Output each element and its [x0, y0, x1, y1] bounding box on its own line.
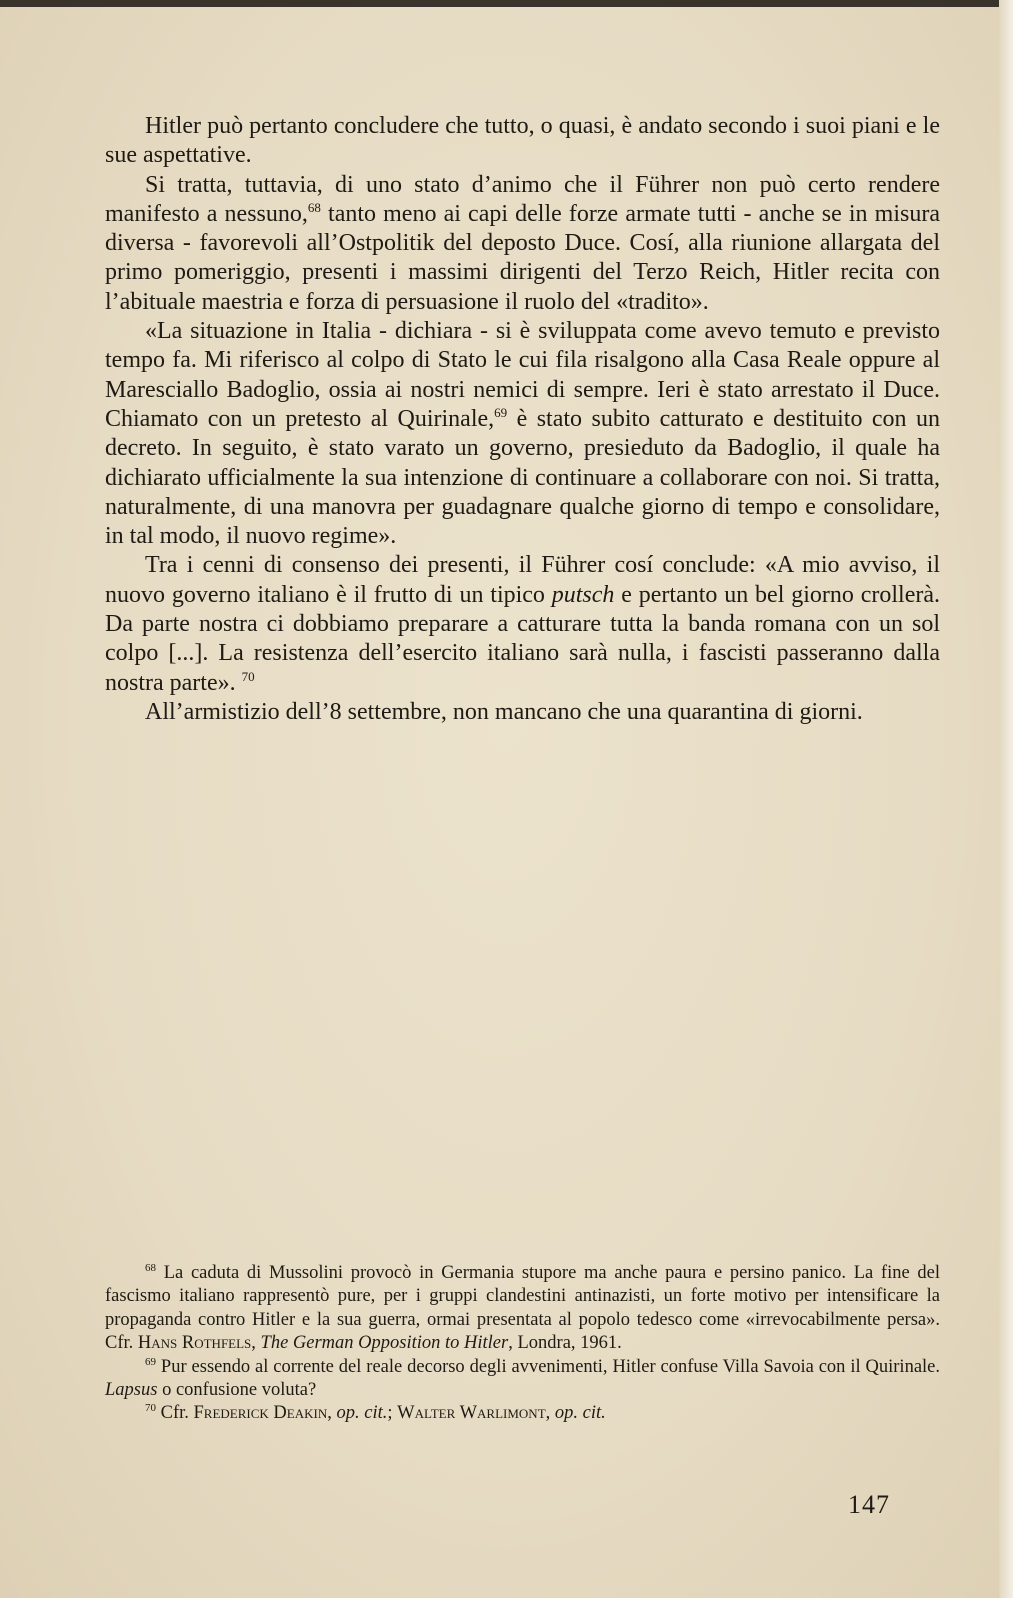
- footnote-70-sep-1: ,: [327, 1403, 337, 1424]
- footnote-68-text: La caduta di Mussolini provocò in Germania stupore ma anche paura e persino panico. La fine del fascismo italiano rappresentò pure, per i gruppi clandestini antinazisti, un forte motivo per intensificare la propaganda contro Hitler e la sua guerra, ormai presentata al popolo tedesco come «irrevocabilmente persa». Cfr.: [105, 1263, 941, 1354]
- footnote-70-cfr: Cfr.: [160, 1403, 194, 1424]
- footnote-68-end: , Londra, 1961.: [508, 1333, 622, 1354]
- footnote-70-sep-3: ,: [545, 1403, 555, 1424]
- footnote-68-mark: 68: [145, 1261, 156, 1274]
- footnote-70: [105, 1402, 940, 1425]
- paragraph-1-text: Hitler può pertanto concludere che tutto, o quasi, è andato secondo i suoi piani e le sue aspettative.: [105, 113, 940, 169]
- paragraph-3: [105, 317, 940, 551]
- footnote-ref-68: 68: [307, 199, 321, 215]
- footnote-69-italic: Lapsus: [105, 1380, 158, 1401]
- footnote-70-author-1: Frederick Deakin: [193, 1403, 328, 1424]
- footnote-68-author: Hans Rothfels: [137, 1333, 252, 1354]
- footnote-68: [105, 1262, 940, 1356]
- footnote-70-mark: 70: [145, 1402, 156, 1415]
- paragraph-3-text-a: «La situazione in Italia - dichiara - si è sviluppata come avevo temuto e previsto tempo fa. Mi riferisco al colpo di Stato le cui fila risalgono alla Casa Reale oppure al Maresciallo Badoglio, ossia ai nostri nemici di sempre. Ieri è stato arrestato il Duce. Chiamato con un pretesto al Quirinale,: [105, 318, 940, 432]
- paragraph-5: [105, 698, 940, 727]
- footnotes: [105, 1262, 940, 1426]
- top-edge-shadow: [0, 0, 1000, 7]
- footnote-70-opcit-2: op. cit.: [554, 1403, 606, 1424]
- footnote-70-author-2: Walter Warlimont: [397, 1403, 546, 1424]
- paragraph-1: [105, 112, 940, 171]
- footnote-69-mark: 69: [145, 1355, 156, 1368]
- body-text: [105, 112, 940, 727]
- paragraph-3-text-b: è stato subito catturato e destituito con un decreto. In seguito, è stato varato un governo, presieduto da Badoglio, il quale ha dichiarato ufficialmente la sua intenzione di continuare a collaborare con noi. Si tratta, naturalmente, di una manovra per guadagnare qualche giorno di tempo e consolidare, in tal modo, il nuovo regime».: [105, 405, 940, 550]
- paragraph-2-text-b: tanto meno ai capi delle forze armate tutti - anche se in misura diversa - favorevoli all’Ostpolitik del deposto Duce. Cosí, alla riunione allargata del primo pomeriggio, presenti i massimi dirigenti del Terzo Reich, Hitler recita con l’abituale maestria e forza di persuasione il ruolo del «tradito».: [105, 200, 941, 315]
- footnote-69: [105, 1356, 940, 1403]
- page-right-edge: [999, 0, 1013, 1598]
- footnote-70-sep-2: ;: [387, 1403, 398, 1424]
- paragraph-2: [105, 171, 940, 317]
- paragraph-4-text-a: Tra i cenni di consenso dei presenti, il Führer cosí conclude: «A mio avviso, il nuovo governo italiano è il frutto di un tipico: [105, 552, 940, 608]
- paragraph-5-text: All’armistizio dell’8 settembre, non mancano che una quarantina di giorni.: [145, 698, 863, 725]
- footnote-68-title: The German Opposition to Hitler: [260, 1333, 509, 1354]
- footnote-70-opcit-1: op. cit.: [336, 1403, 388, 1424]
- footnote-69-text: Pur essendo al corrente del reale decorso degli avvenimenti, Hitler confuse Villa Savoia con il Quirinale.: [160, 1356, 941, 1377]
- footnote-ref-69: 69: [494, 404, 508, 420]
- paragraph-4-italic-putsch: putsch: [551, 581, 615, 608]
- footnote-68-sep: ,: [251, 1333, 261, 1354]
- page-number: 147: [848, 1490, 890, 1519]
- footnote-69-end: o confusione voluta?: [157, 1380, 317, 1401]
- paragraph-2-text-a: Si tratta, tuttavia, di uno stato d’animo che il Führer non può certo rendere manifesto a nessuno,: [105, 171, 940, 227]
- paragraph-4-text-b: e pertanto un bel giorno crollerà. Da parte nostra ci dobbiamo preparare a catturare tutta la banda romana con un sol colpo [...]. La resistenza dell’esercito italiano sarà nulla, i fascisti passeranno dalla nostra parte».: [105, 581, 940, 696]
- paragraph-4: [105, 551, 940, 697]
- footnote-ref-70: 70: [241, 668, 255, 684]
